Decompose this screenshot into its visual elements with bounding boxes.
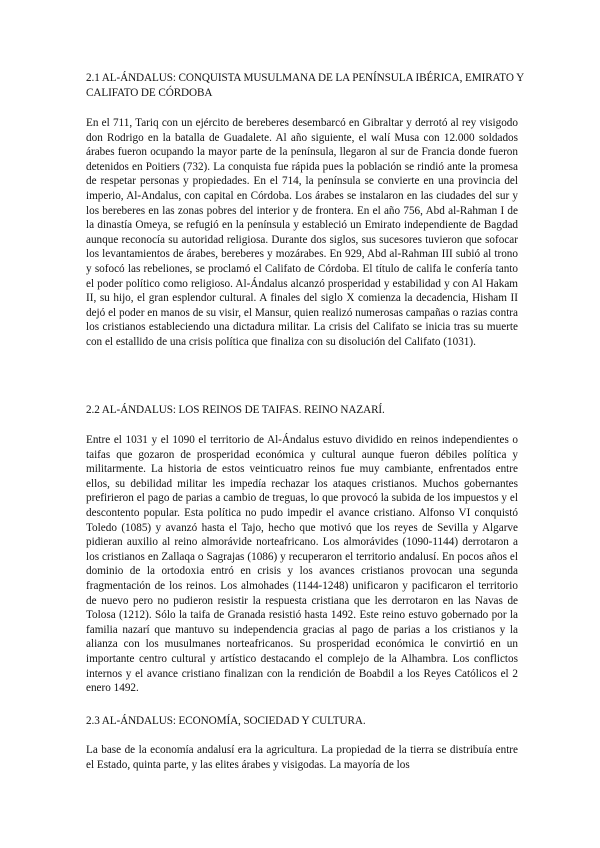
section-2-body: Entre el 1031 y el 1090 el territorio de Al-Ándalus estuvo dividido en reinos independientes o taifas que gozaron de prosperidad económica y cultural aunque fueron débiles política y militarmente. La historia de estos veinticuatro reinos fue muy cambiante, enfrentados entre ellos, su debilidad militar les impedía rechazar los ataques cristianos. Muchos gobernantes prefirieron el pago de parias a cambio de treguas, lo que provocó la subida de los impuestos y el descontento popular. Esta política no pudo impedir el avance cristiano. Alfonso VI conquistó Toledo (1085) y avanzó hasta el Tajo, hecho que motivó que los reyes de Sevilla y Algarve pidieran auxilio al reino almorávide norteafricano. Los almorávides (1090-1144) derrotaron a los cristianos en Zallaqa o Sagrajas (1086) y recuperaron el territorio andalusí. En pocos años el dominio de la ortodoxia entró en crisis y los avances cristianos provocan una segunda fragmentación de los reinos. Los almohades (1144-1248) unificaron y pacificaron el territorio de nuevo pero no pudieron resistir la respuesta cristiana que les derrotaron en las Navas de Tolosa (1212). Sólo la taifa de Granada resistió hasta 1492. Este reino estuvo gobernado por la familia nazarí que mantuvo su independencia gracias al pago de parias a los cristianos y la alianza con los musulmanes norteafricanos. Su prosperidad económica le convirtió en un importante centro cultural y artístico destacando el complejo de la Alhambra. Los conflictos internos y el avance cristiano finalizan con la rendición de Boabdil a los Reyes Católicos el 2 enero 1492.	[86, 434, 518, 695]
section-1-body: En el 711, Tariq con un ejército de bereberes desembarcó en Gibraltar y derrotó al rey visigodo don Rodrigo en la batalla de Guadalete. Al año siguiente, el walí Musa con 12.000 soldados árabes fueron ocupando la mayor parte de la península, llegaron al sur de Francia donde fueron detenidos en Poitiers (732). La conquista fue rápida pues la población se rindió ante la promesa de respetar personas y propiedades. En el 714, la península se convierte en una provincia del imperio, Al-Andalus, con capital en Córdoba. Los árabes se instalaron en las ciudades del sur y los bereberes en las zonas pobres del interior y de frontera. En el año 756, Abd al-Rahman I de la dinastía Omeya, se refugió en la península y estableció un Emirato independiente de Bagdad aunque reconocía su autoridad religiosa. Durante dos siglos, sus sucesores tuvieron que sofocar los levantamientos de árabes, bereberes y mozárabes. En 929, Abd al-Rahman III subió al trono y sofocó las rebeliones, se proclamó el Califato de Córdoba. El título de califa le confería tanto el poder político como religioso. Al-Ándalus alcanzó prosperidad y estabilidad y con Al Hakam II, su hijo, el gran esplendor cultural. A finales del siglo X comienza la decadencia, Hisham II dejó el poder en manos de su visir, el Mansur, quien realizó numerosas campañas o razias contra los cristianos estableciendo una dictadura militar. La crisis del Califato se inicia tras su muerte con el estallido de una crisis política que finaliza con su disolución del Califato (1031).	[86, 117, 518, 348]
section-1-title: 2.1 AL-ÁNDALUS: CONQUISTA MUSULMANA DE LA PENÍNSULA IBÉRICA, EMIRATO Y CALIFATO DE CÓRDOBA	[86, 72, 524, 99]
section-2-title: 2.2 AL-ÁNDALUS: LOS REINOS DE TAIFAS. REINO NAZARÍ.	[86, 404, 385, 416]
section-3-body: La base de la economía andalusí era la agricultura. La propiedad de la tierra se distribuía entre el Estado, quinta parte, y las elites árabes y visigodas. La mayoría de los	[86, 744, 518, 771]
section-3-title: 2.3 AL-ÁNDALUS: ECONOMÍA, SOCIEDAD Y CULTURA.	[86, 715, 366, 727]
